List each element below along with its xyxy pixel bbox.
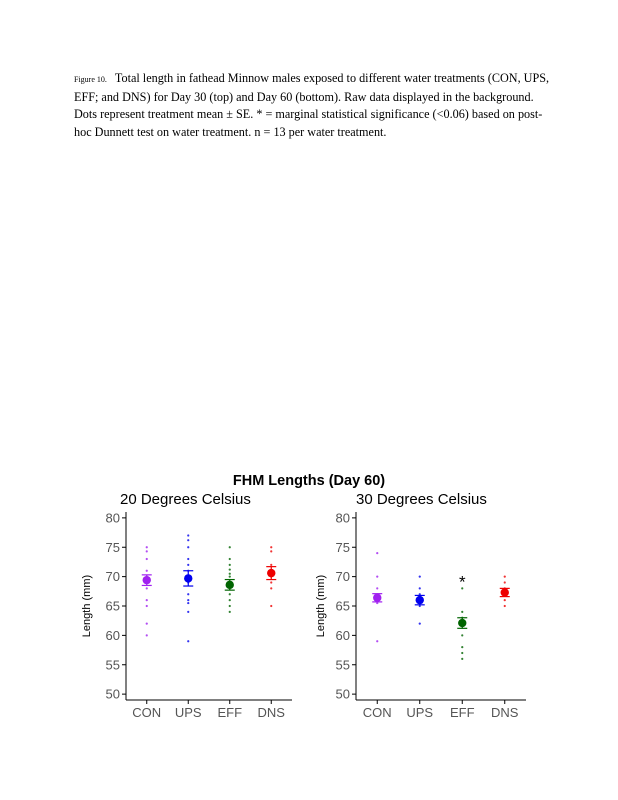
mean-point — [184, 574, 192, 582]
raw-data-point — [229, 568, 231, 570]
raw-data-point — [187, 602, 189, 604]
raw-data-point — [146, 599, 148, 601]
y-tick-label: 65 — [105, 598, 120, 614]
raw-data-point — [229, 546, 231, 548]
raw-data-point — [187, 564, 189, 566]
x-tick-label: UPS — [174, 705, 202, 720]
raw-data-point — [187, 539, 189, 541]
y-tick-label: 65 — [335, 598, 350, 614]
raw-data-point — [270, 605, 272, 607]
y-tick-label: 50 — [105, 686, 120, 702]
y-tick-label: 60 — [335, 627, 350, 643]
raw-data-point — [146, 558, 148, 560]
raw-data-point — [229, 558, 231, 560]
raw-data-point — [461, 652, 463, 654]
raw-data-point — [229, 593, 231, 595]
raw-data-point — [146, 550, 148, 552]
caption-text: Total length in fathead Minnow males exposed to different water treatments (CON, UPS, EFF; and DNS) for Day 30 (top) and Day 60 (bottom). Raw data displayed in the background. Dots represent treatment mean ± SE. * = marginal statistical significance (<0.06) based on post-hoc Dunnett test on water treatment. n = 13 per water treatment. — [74, 71, 550, 139]
raw-data-point — [187, 546, 189, 548]
raw-data-point — [187, 534, 189, 536]
raw-data-point — [504, 599, 506, 601]
x-tick-label: EFF — [217, 705, 243, 720]
mean-point — [373, 594, 381, 602]
chart-svg — [0, 460, 618, 720]
x-tick-label: UPS — [406, 705, 434, 720]
raw-data-point — [376, 552, 378, 554]
raw-data-point — [461, 646, 463, 648]
x-tick-label: CON — [132, 705, 162, 720]
raw-data-point — [229, 605, 231, 607]
y-axis-label: Length (mm) — [315, 574, 327, 638]
y-tick-label: 55 — [335, 657, 350, 673]
mean-point — [267, 569, 275, 577]
y-axis-label: Length (mm) — [81, 574, 93, 638]
mean-point — [501, 588, 509, 596]
raw-data-point — [376, 576, 378, 578]
y-tick-label: 75 — [335, 539, 350, 555]
raw-data-point — [187, 611, 189, 613]
raw-data-point — [461, 658, 463, 660]
raw-data-point — [146, 546, 148, 548]
raw-data-point — [229, 564, 231, 566]
raw-data-point — [229, 576, 231, 578]
x-tick-label: CON — [362, 705, 392, 720]
raw-data-point — [229, 611, 231, 613]
raw-data-point — [419, 587, 421, 589]
raw-data-point — [504, 605, 506, 607]
raw-data-point — [187, 558, 189, 560]
significance-marker: * — [458, 572, 466, 592]
raw-data-point — [504, 581, 506, 583]
raw-data-point — [146, 605, 148, 607]
raw-data-point — [229, 573, 231, 575]
raw-data-point — [270, 587, 272, 589]
raw-data-point — [419, 623, 421, 625]
figure-label: Figure 10. — [74, 75, 107, 84]
mean-point — [458, 619, 466, 627]
mean-point — [143, 576, 151, 584]
x-tick-label: DNS — [491, 705, 519, 720]
x-tick-label: DNS — [257, 705, 285, 720]
raw-data-point — [461, 611, 463, 613]
y-tick-label: 55 — [105, 657, 120, 673]
y-tick-label: 50 — [335, 686, 350, 702]
raw-data-point — [146, 623, 148, 625]
raw-data-point — [376, 640, 378, 642]
raw-data-point — [504, 576, 506, 578]
mean-point — [416, 596, 424, 604]
x-tick-label: EFF — [449, 705, 475, 720]
raw-data-point — [229, 599, 231, 601]
raw-data-point — [376, 587, 378, 589]
raw-data-point — [270, 564, 272, 566]
figure-caption — [74, 70, 554, 141]
mean-point — [226, 581, 234, 589]
y-tick-label: 70 — [335, 569, 350, 585]
y-tick-label: 80 — [335, 510, 350, 526]
chart-figure — [0, 460, 618, 720]
panel-title: 20 Degrees Celsius — [120, 491, 251, 508]
raw-data-point — [146, 570, 148, 572]
raw-data-point — [419, 576, 421, 578]
y-tick-label: 60 — [105, 627, 120, 643]
y-tick-label: 75 — [105, 539, 120, 555]
raw-data-point — [187, 593, 189, 595]
raw-data-point — [461, 634, 463, 636]
raw-data-point — [187, 640, 189, 642]
raw-data-point — [146, 634, 148, 636]
y-tick-label: 80 — [105, 510, 120, 526]
raw-data-point — [270, 550, 272, 552]
figure-title: FHM Lengths (Day 60) — [232, 473, 386, 489]
raw-data-point — [270, 546, 272, 548]
raw-data-point — [146, 587, 148, 589]
panel-title: 30 Degrees Celsius — [356, 491, 487, 508]
y-tick-label: 70 — [105, 569, 120, 585]
raw-data-point — [187, 599, 189, 601]
raw-data-point — [270, 581, 272, 583]
